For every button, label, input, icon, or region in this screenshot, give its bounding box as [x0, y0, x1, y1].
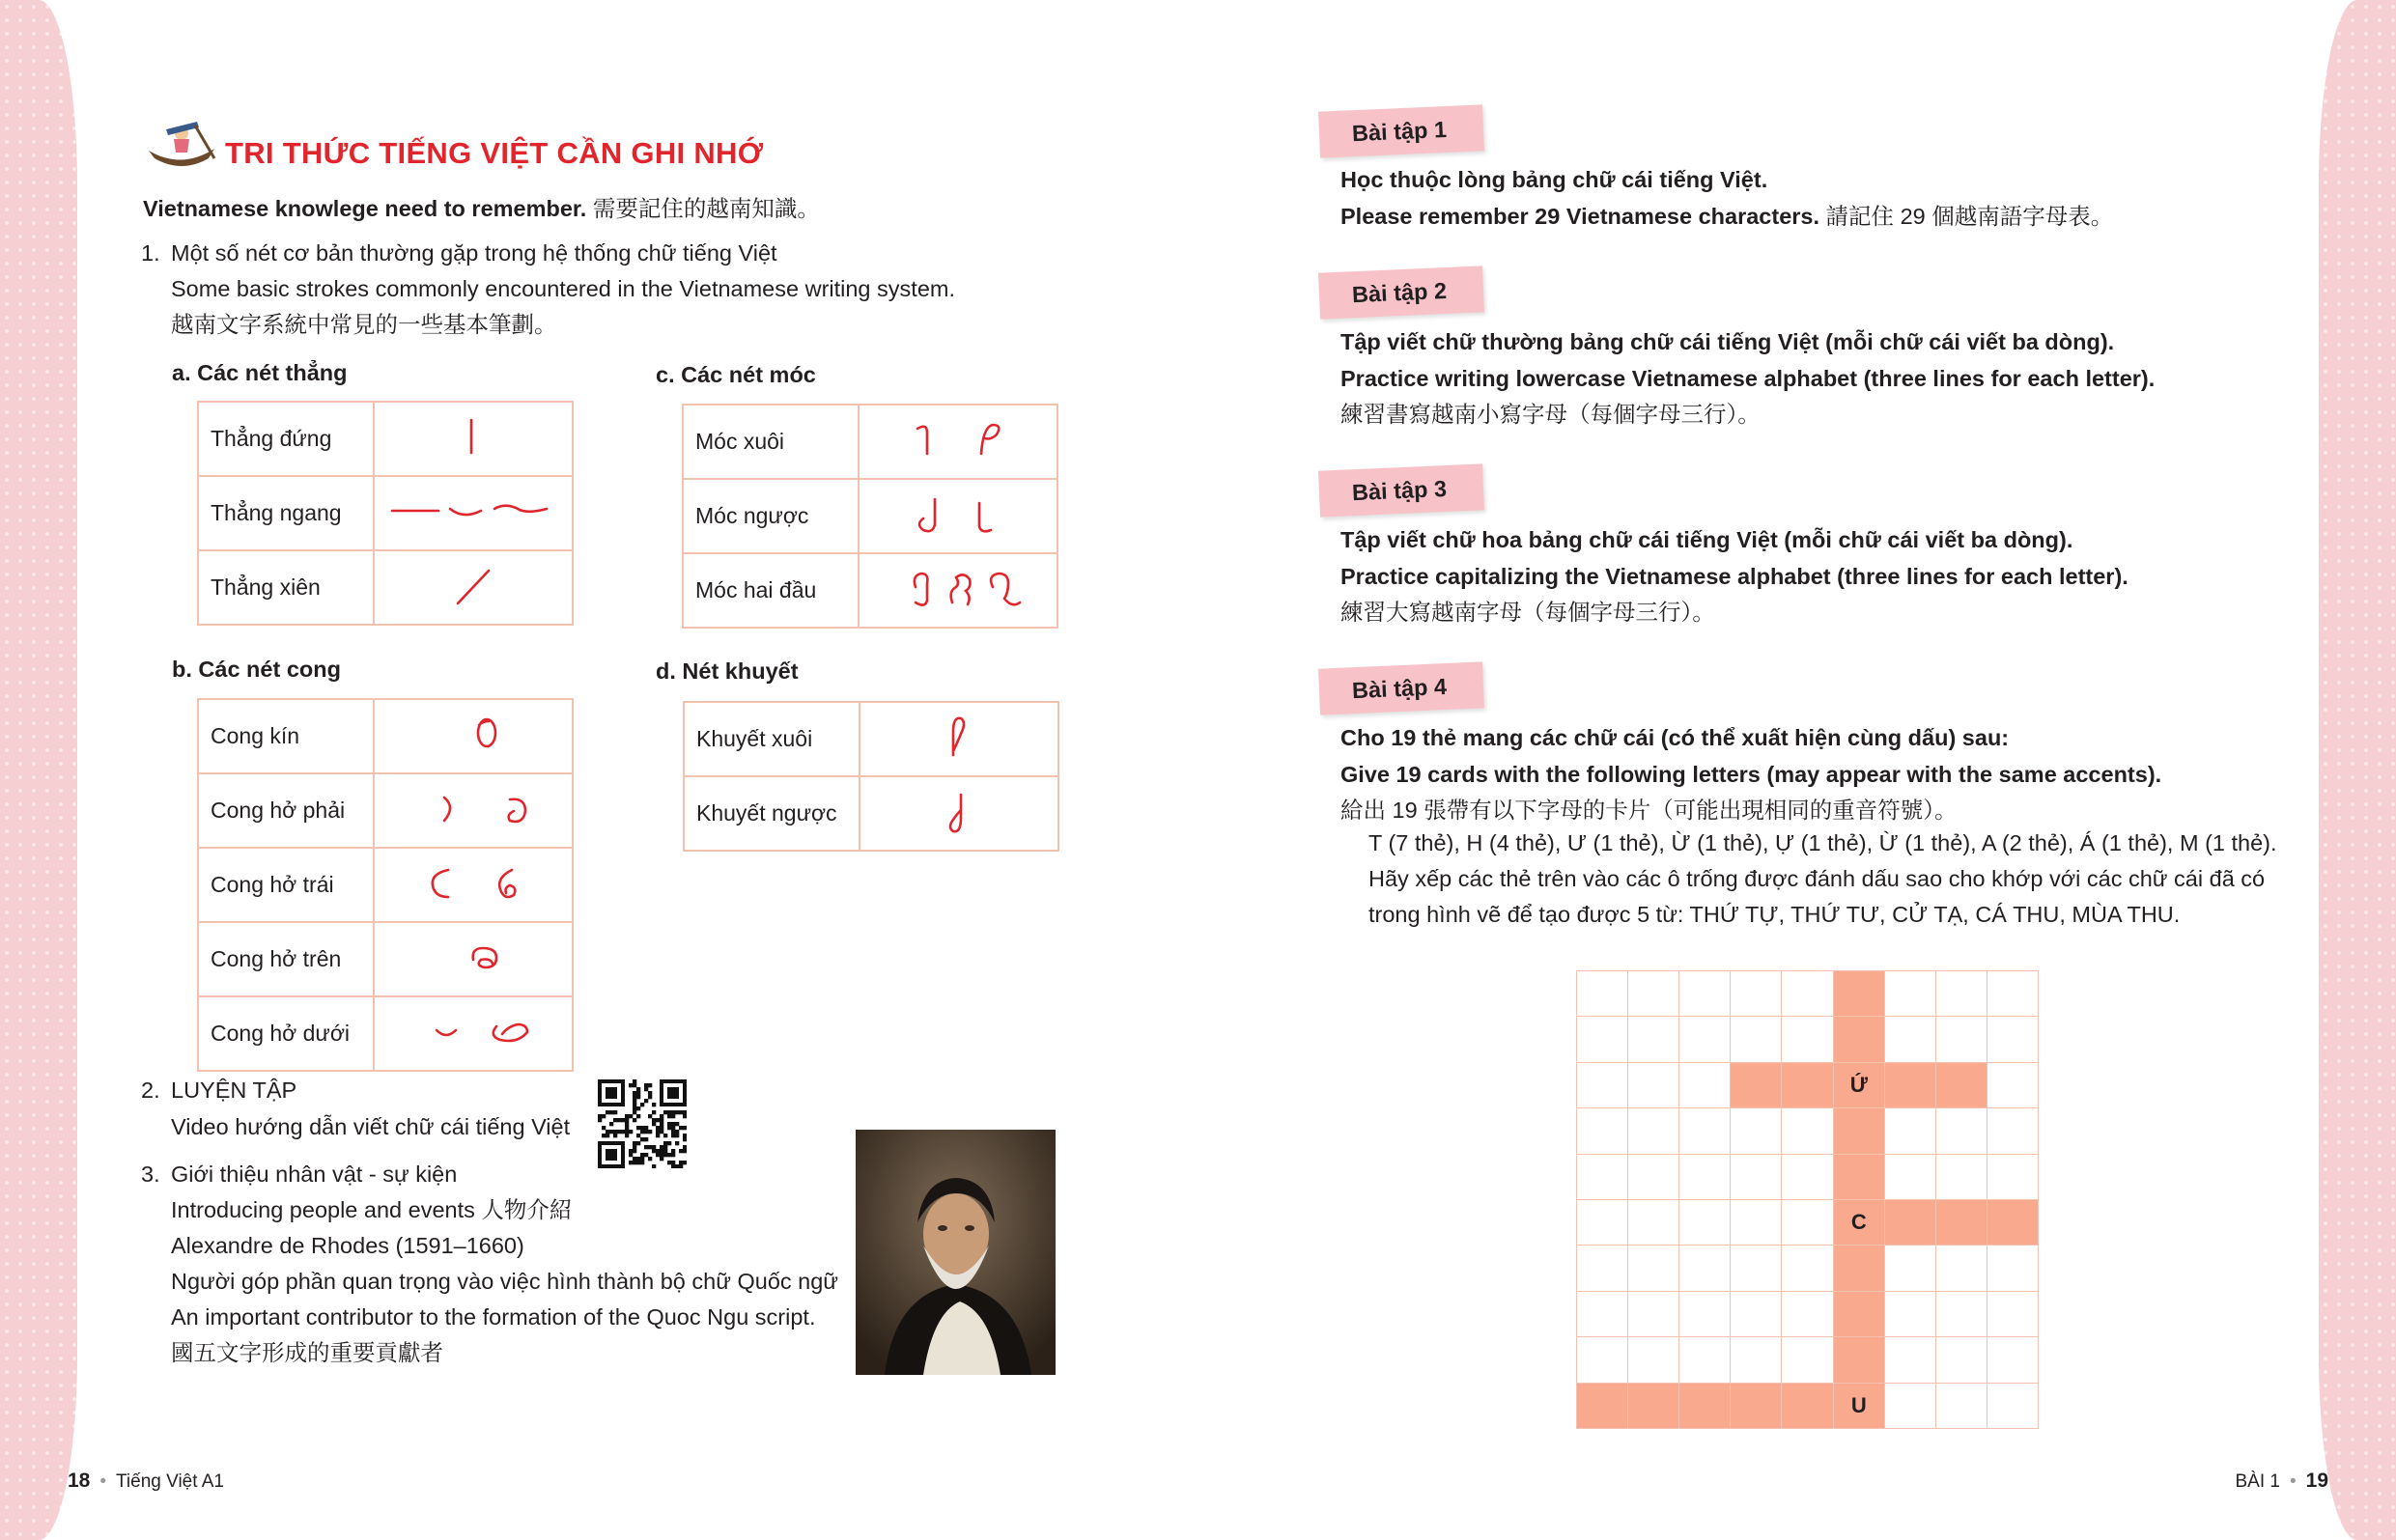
hook-backward-stroke-icon [860, 480, 1057, 547]
boat-illustration-icon [145, 120, 218, 170]
grid-cell [1678, 1199, 1732, 1246]
grid-answer-cell[interactable] [1833, 1016, 1886, 1063]
grid-cell [1678, 1107, 1732, 1155]
grid-cell [1987, 970, 2040, 1018]
grid-cell [1987, 1016, 2040, 1063]
curve-open-bottom-stroke-icon [375, 997, 572, 1065]
item2-text: Video hướng dẫn viết chữ cái tiếng Việt [171, 1114, 571, 1139]
grid-cell [1781, 1291, 1834, 1338]
grid-cell [1884, 1336, 1937, 1384]
exercise-line-text: Practice capitalizing the Vietnamese alphabet (three lines for each letter). [1340, 563, 2128, 589]
grid-cell [1987, 1336, 2040, 1384]
stroke-row [198, 773, 573, 848]
grid-answer-cell[interactable] [1833, 1154, 1886, 1201]
grid-answer-cell[interactable] [1627, 1383, 1680, 1430]
stroke-row [198, 699, 573, 773]
grid-cell [1781, 1107, 1834, 1155]
stroke-row [684, 776, 1058, 851]
exercise-tag [1318, 463, 1484, 517]
grid-cell [1627, 1291, 1680, 1338]
bullet-separator: • [2289, 1471, 2297, 1492]
item3-line: An important contributor to the formation of the Quoc Ngu script. [171, 1304, 816, 1330]
item3-line: Người góp phần quan trọng vào việc hình thành bộ chữ Quốc ngữ [171, 1269, 839, 1294]
grid-cell [1884, 1016, 1937, 1063]
grid-cell [1884, 1245, 1937, 1292]
grid-cell [1987, 1154, 2040, 1201]
grid-cell [1678, 1336, 1732, 1384]
stroke-label: Cong hở phải [198, 773, 374, 848]
stroke-group-heading: a. Các nét thẳng [172, 360, 348, 385]
grid-cell [1730, 970, 1783, 1018]
exercise-tag [1318, 104, 1484, 157]
grid-cell [1576, 1291, 1629, 1338]
grid-cell [1730, 1199, 1783, 1246]
grid-cell [1627, 1016, 1680, 1063]
item3-line: 國五文字形成的重要貢獻者 [171, 1340, 443, 1365]
stroke-glyph [859, 479, 1057, 553]
grid-cell [1627, 1062, 1680, 1109]
exercise-line [1340, 199, 2113, 235]
grid-answer-cell[interactable] [1884, 1199, 1937, 1246]
exercise-tag-label: Bài tập 2 [1351, 277, 1448, 307]
qr-code-icon[interactable] [598, 1079, 687, 1168]
stroke-glyph [374, 996, 573, 1071]
grid-answer-cell[interactable] [1833, 1107, 1886, 1155]
grid-cell [1576, 1199, 1629, 1246]
stroke-row [198, 550, 573, 625]
grid-cell [1730, 1016, 1783, 1063]
exercise-line [1340, 757, 2161, 793]
stroke-glyph [860, 776, 1058, 851]
ex4-detail-line: trong hình vẽ để tạo được 5 từ: THỨ TỰ, THỨ TƯ, CỬ TẠ, CÁ THU, MÙA THU. [1368, 902, 2181, 927]
stroke-label: Cong hở trái [198, 848, 374, 922]
loop-down-stroke-icon [860, 777, 1057, 845]
grid-answer-cell[interactable] [1833, 1336, 1886, 1384]
grid-cell [1627, 1336, 1680, 1384]
grid-cell [1730, 1291, 1783, 1338]
grid-cell [1987, 1291, 2040, 1338]
grid-cell [1576, 1336, 1629, 1384]
stroke-row [683, 553, 1057, 628]
stroke-glyph [859, 553, 1057, 628]
right-decorative-margin [2319, 0, 2396, 1540]
stroke-glyph [860, 702, 1058, 776]
grid-cell [1987, 1062, 2040, 1109]
stroke-glyph [374, 550, 573, 625]
lesson-label: BÀI 1 [2235, 1471, 2280, 1492]
stroke-glyph [374, 476, 573, 550]
stroke-row [198, 922, 573, 996]
exercise-line-suffix: 請記住 29 個越南語字母表。 [1819, 203, 2114, 229]
exercise-tag [1318, 661, 1484, 714]
stroke-glyph [859, 405, 1057, 479]
grid-answer-cell[interactable]: C [1833, 1199, 1886, 1246]
exercise-line-text: Cho 19 thẻ mang các chữ cái (có thể xuất hiện cùng dấu) sau: [1340, 725, 2010, 750]
grid-cell [1781, 970, 1834, 1018]
loop-up-stroke-icon [860, 703, 1057, 770]
stroke-group-heading: d. Nét khuyết [656, 658, 799, 684]
grid-answer-cell[interactable] [1678, 1383, 1732, 1430]
grid-cell [1678, 1016, 1732, 1063]
right-footer [2236, 1470, 2329, 1493]
grid-cell [1884, 1107, 1937, 1155]
exercise-line-text: Học thuộc lòng bảng chữ cái tiếng Việt. [1340, 167, 1768, 192]
item3-line: Alexandre de Rhodes (1591–1660) [171, 1233, 524, 1258]
subtitle-chinese: 需要記住的越南知識。 [586, 196, 820, 221]
portrait-alexandre-de-rhodes [856, 1130, 1056, 1375]
grid-cell [1781, 1336, 1834, 1384]
item1-zh: 越南文字系統中常見的一些基本筆劃。 [171, 312, 557, 337]
section-subtitle [143, 191, 820, 227]
grid-cell [1730, 1154, 1783, 1201]
exercise-line-text: Practice writing lowercase Vietnamese alphabet (three lines for each letter). [1340, 365, 2156, 391]
grid-cell [1730, 1245, 1783, 1292]
curve-open-right-stroke-icon [375, 774, 572, 842]
stroke-label: Cong hở trên [198, 922, 374, 996]
slant-stroke-icon [375, 551, 572, 619]
exercise-line-text: Tập viết chữ thường bảng chữ cái tiếng Việt (mỗi chữ cái viết ba dòng). [1340, 329, 2115, 354]
grid-cell [1935, 1336, 1988, 1384]
grid-cell [1576, 1107, 1629, 1155]
ex4-detail-line: Hãy xếp các thẻ trên vào các ô trống được đánh dấu sao cho khớp với các chữ cái đã có [1368, 866, 2266, 891]
grid-answer-cell[interactable]: Ứ [1833, 1062, 1886, 1109]
exercise-line-text: Give 19 cards with the following letters (may appear with the same accents). [1340, 761, 2162, 787]
exercise-tag [1318, 266, 1484, 319]
grid-cell [1627, 1154, 1680, 1201]
grid-cell [1678, 1245, 1732, 1292]
grid-answer-cell[interactable] [1833, 1291, 1886, 1338]
grid-cell [1627, 970, 1680, 1018]
curve-closed-stroke-icon [375, 700, 572, 768]
stroke-table [197, 401, 574, 626]
grid-cell [1730, 1107, 1783, 1155]
stroke-glyph [374, 848, 573, 922]
stroke-table [197, 698, 574, 1072]
item1-number: 1. [141, 240, 160, 266]
grid-cell [1884, 970, 1937, 1018]
stroke-label: Thẳng đứng [198, 402, 374, 476]
stroke-table [683, 701, 1059, 852]
stroke-label: Thẳng ngang [198, 476, 374, 550]
grid-cell [1987, 1107, 2040, 1155]
grid-cell [1987, 1383, 2040, 1430]
exercise-line-text: Please remember 29 Vietnamese characters. [1340, 203, 1820, 229]
stroke-label: Khuyết ngược [684, 776, 860, 851]
grid-cell [1678, 1062, 1732, 1109]
stroke-label: Móc ngược [683, 479, 859, 553]
section-title: TRI THỨC TIẾNG VIỆT CẦN GHI NHỚ [225, 136, 764, 170]
exercise-line-text: 練習大寫越南字母（每個字母三行）。 [1340, 600, 1715, 625]
grid-cell [1730, 1336, 1783, 1384]
grid-answer-cell[interactable] [1781, 1062, 1834, 1109]
hook-both-stroke-icon [860, 554, 1057, 622]
stroke-glyph [374, 922, 573, 996]
book-title: Tiếng Việt A1 [116, 1471, 224, 1492]
grid-answer-cell[interactable] [1935, 1062, 1988, 1109]
grid-cell [1781, 1016, 1834, 1063]
exercise-tag-label: Bài tập 1 [1351, 116, 1448, 146]
grid-cell [1781, 1199, 1834, 1246]
grid-cell [1627, 1107, 1680, 1155]
grid-cell [1678, 1291, 1732, 1338]
stroke-label: Khuyết xuôi [684, 702, 860, 776]
exercise-tag-label: Bài tập 3 [1351, 475, 1448, 505]
stroke-group-heading: b. Các nét cong [172, 657, 341, 682]
stroke-label: Cong kín [198, 699, 374, 773]
stroke-label: Cong hở dưới [198, 996, 374, 1071]
vertical-stroke-icon [375, 403, 572, 470]
grid-answer-cell[interactable] [1781, 1383, 1834, 1430]
exercise-line [1340, 793, 1957, 828]
item1-vi: Một số nét cơ bản thường gặp trong hệ thống chữ tiếng Việt [171, 240, 777, 266]
item2-title: LUYỆN TẬP [171, 1078, 297, 1103]
item3-text [171, 1157, 838, 1371]
left-decorative-margin [0, 0, 77, 1540]
grid-cell [1678, 970, 1732, 1018]
grid-cell [1576, 1154, 1629, 1201]
hook-forward-stroke-icon [860, 406, 1057, 473]
grid-cell [1627, 1199, 1680, 1246]
stroke-glyph [374, 699, 573, 773]
curve-open-left-stroke-icon [375, 849, 572, 916]
grid-answer-cell[interactable] [1730, 1062, 1783, 1109]
grid-cell [1781, 1245, 1834, 1292]
stroke-row [198, 402, 573, 476]
grid-answer-cell[interactable] [1935, 1199, 1988, 1246]
grid-cell [1935, 970, 1988, 1018]
item3-line: Giới thiệu nhân vật - sự kiện [171, 1162, 458, 1187]
exercise-line [1340, 162, 1767, 198]
left-page-number: 18 [68, 1470, 91, 1492]
grid-cell [1884, 1383, 1937, 1430]
grid-cell [1935, 1383, 1988, 1430]
exercise-line [1340, 397, 1761, 433]
item2-number: 2. [141, 1078, 160, 1103]
grid-cell [1576, 970, 1629, 1018]
stroke-row [198, 476, 573, 550]
crossword-grid [1576, 970, 2038, 1428]
stroke-glyph [374, 773, 573, 848]
horizontal-stroke-icon [375, 477, 572, 545]
ex4-detail-line: T (7 thẻ), H (4 thẻ), Ư (1 thẻ), Ừ (1 thẻ), Ự (1 thẻ), Ừ (1 thẻ), A (2 thẻ), Á (1 thẻ), M (1 thẻ). [1368, 830, 2277, 855]
grid-cell [1935, 1016, 1988, 1063]
item3-number: 3. [141, 1162, 160, 1187]
grid-cell [1627, 1245, 1680, 1292]
stroke-label: Thẳng xiên [198, 550, 374, 625]
grid-cell [1678, 1154, 1732, 1201]
stroke-row [684, 702, 1058, 776]
stroke-group-heading: c. Các nét móc [656, 362, 816, 387]
grid-cell [1987, 1245, 2040, 1292]
grid-cell [1576, 1245, 1629, 1292]
stroke-glyph [374, 402, 573, 476]
grid-cell [1935, 1291, 1988, 1338]
grid-cell [1781, 1154, 1834, 1201]
grid-answer-cell[interactable] [1833, 1245, 1886, 1292]
exercise-line [1340, 720, 2009, 756]
ex4-detail [1368, 826, 2277, 933]
grid-cell [1884, 1291, 1937, 1338]
grid-cell [1576, 1016, 1629, 1063]
grid-answer-cell[interactable] [1987, 1199, 2040, 1246]
exercise-tag-label: Bài tập 4 [1351, 673, 1448, 703]
exercise-line [1340, 522, 2072, 558]
exercise-line [1340, 559, 2128, 595]
stroke-label: Móc hai đầu [683, 553, 859, 628]
exercise-line [1340, 324, 2114, 360]
grid-cell [1884, 1154, 1937, 1201]
item3-line: Introducing people and events 人物介紹 [171, 1197, 573, 1222]
curve-open-top-stroke-icon [375, 923, 572, 991]
grid-answer-cell[interactable] [1730, 1383, 1783, 1430]
exercise-line-text: 給出 19 張帶有以下字母的卡片（可能出現相同的重音符號）。 [1340, 798, 1958, 823]
subtitle-english: Vietnamese knowlege need to remember. [143, 196, 587, 221]
grid-cell [1935, 1107, 1988, 1155]
grid-answer-cell[interactable]: U [1833, 1383, 1886, 1430]
item1-en: Some basic strokes commonly encountered in the Vietnamese writing system. [171, 276, 955, 301]
left-footer [68, 1470, 224, 1493]
grid-cell [1576, 1062, 1629, 1109]
grid-cell [1935, 1154, 1988, 1201]
bullet-separator: • [99, 1471, 107, 1492]
right-page-number: 19 [2305, 1470, 2328, 1492]
stroke-row [198, 848, 573, 922]
exercise-line [1340, 595, 1715, 630]
grid-answer-cell[interactable] [1884, 1062, 1937, 1109]
exercise-line-text: 練習書寫越南小寫字母（每個字母三行）。 [1340, 402, 1761, 427]
exercise-line [1340, 361, 2155, 397]
grid-answer-cell[interactable] [1576, 1383, 1629, 1430]
stroke-row [683, 405, 1057, 479]
grid-cell [1935, 1245, 1988, 1292]
stroke-row [198, 996, 573, 1071]
stroke-row [683, 479, 1057, 553]
stroke-table [682, 404, 1058, 629]
stroke-label: Móc xuôi [683, 405, 859, 479]
grid-answer-cell[interactable] [1833, 970, 1886, 1018]
exercise-line-text: Tập viết chữ hoa bảng chữ cái tiếng Việt (mỗi chữ cái viết ba dòng). [1340, 527, 2073, 552]
